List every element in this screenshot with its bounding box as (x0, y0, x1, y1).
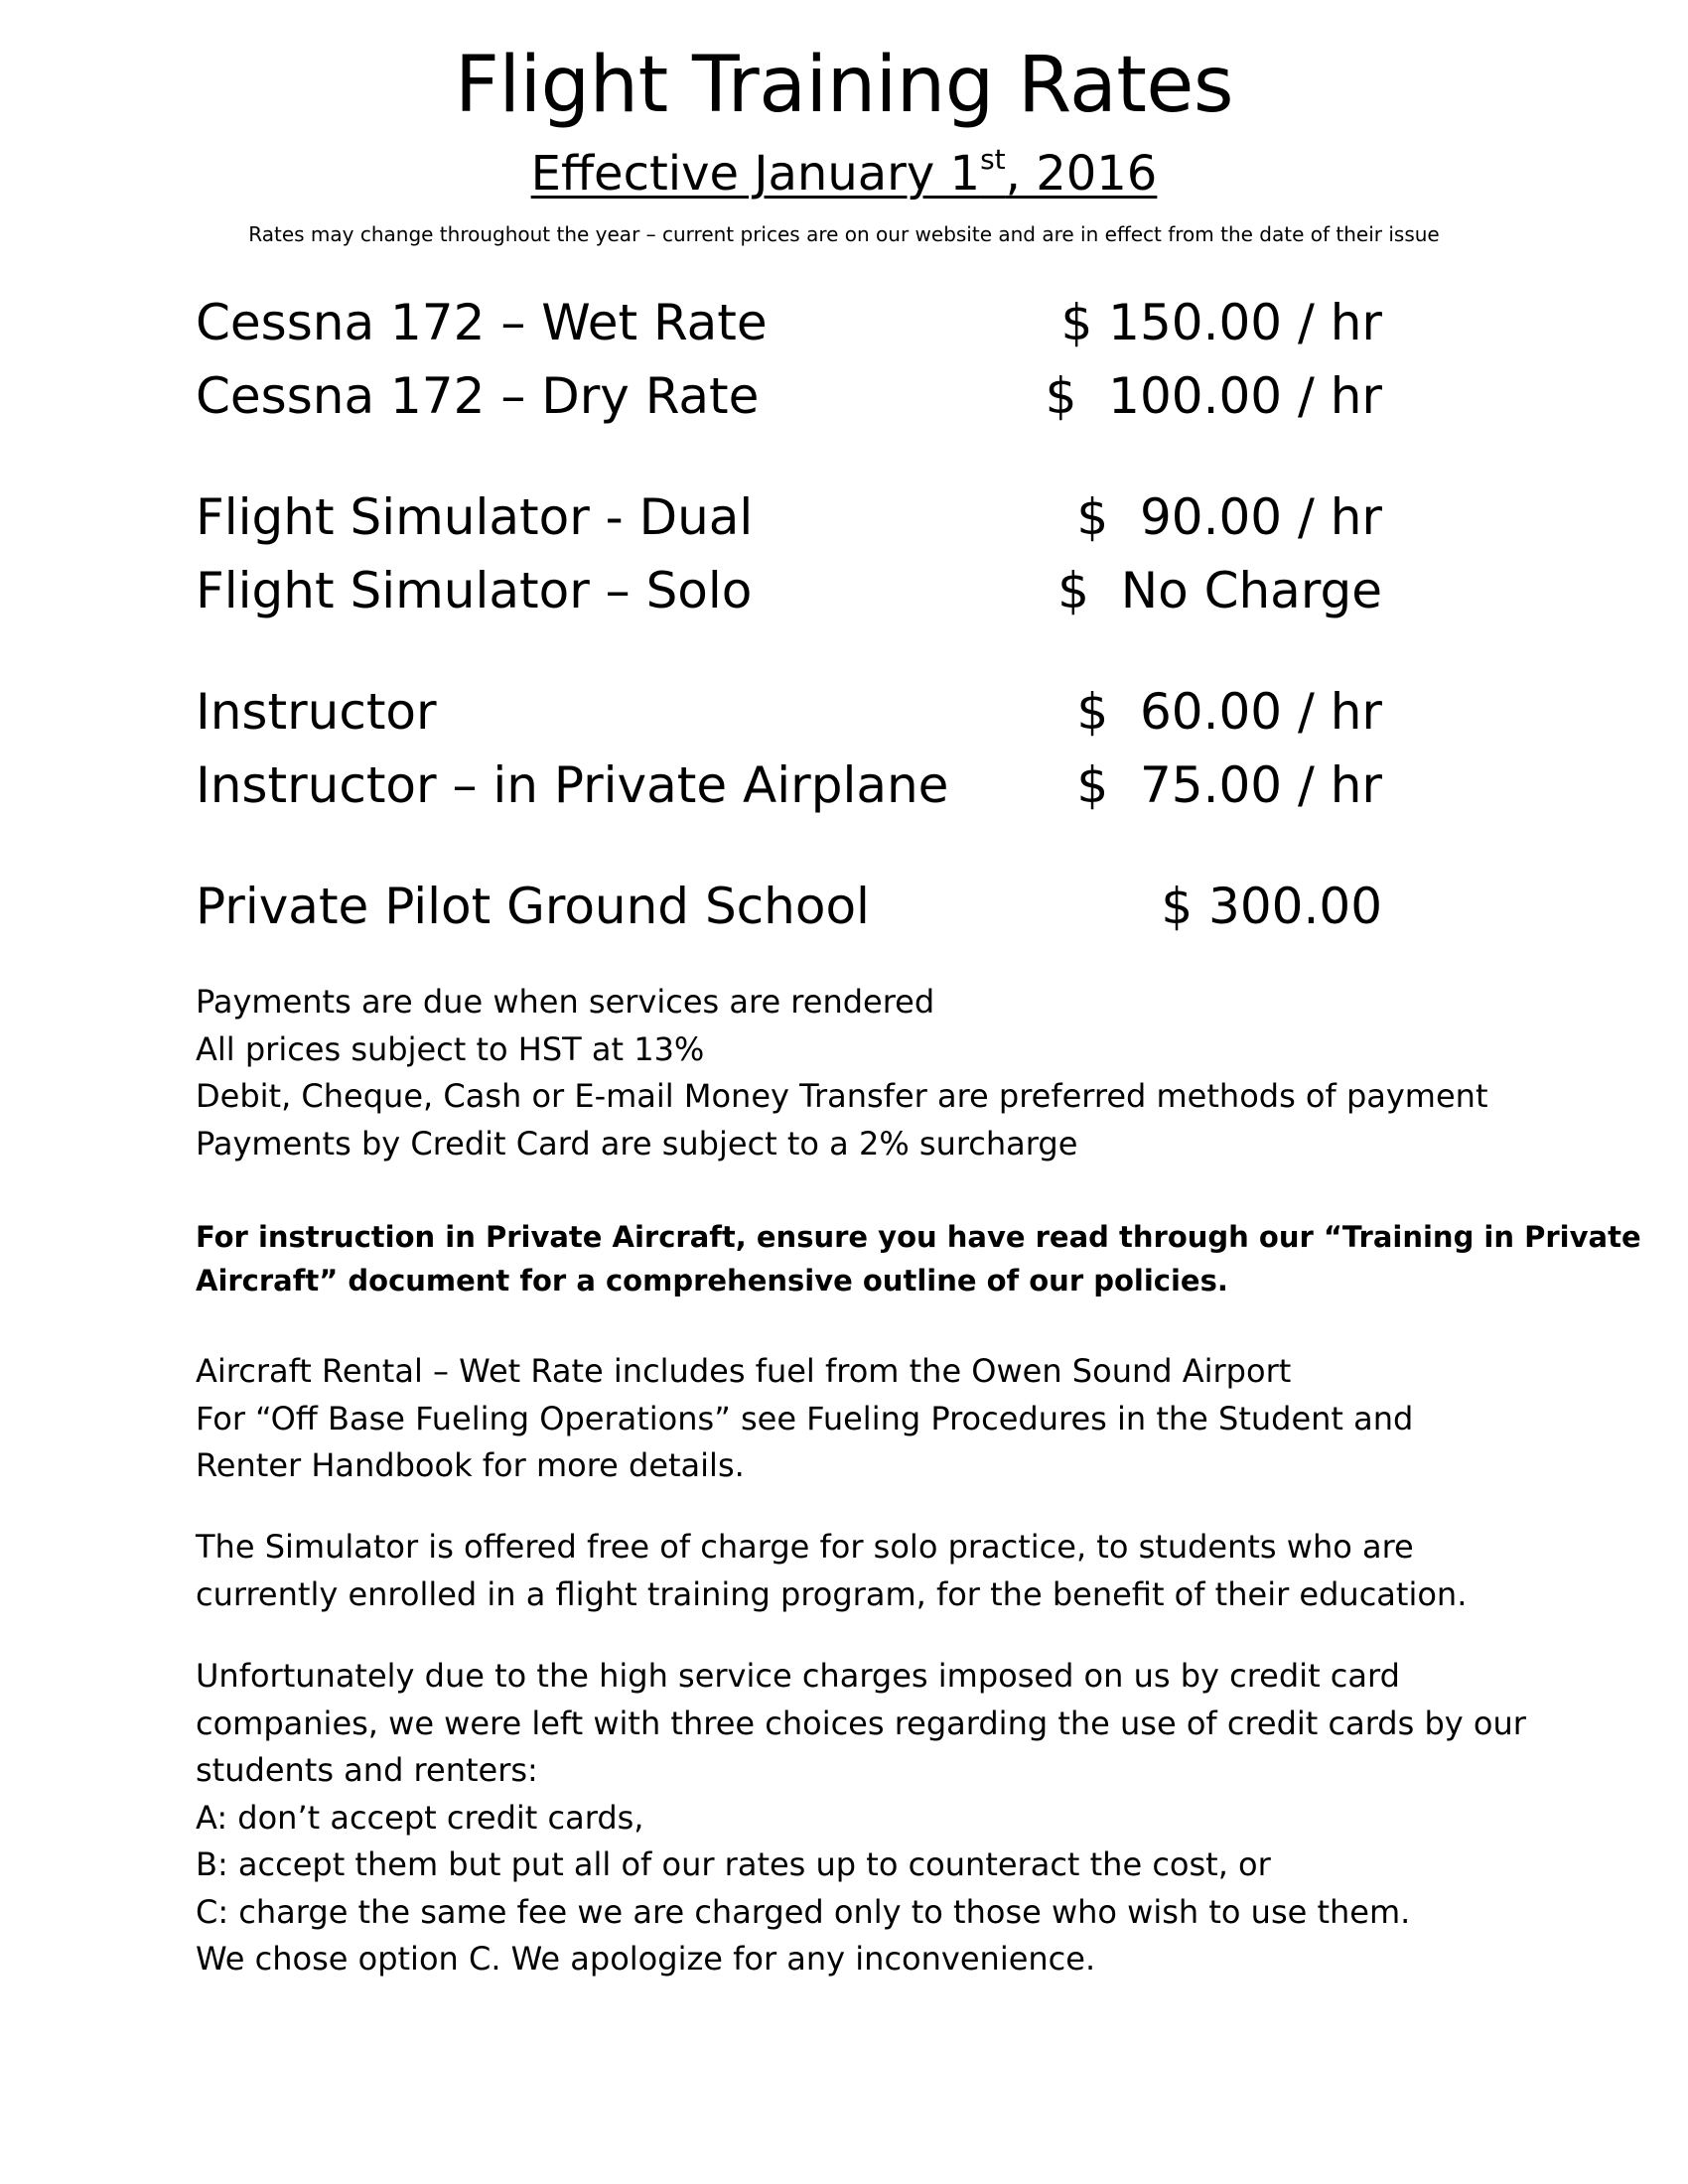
rates-disclaimer: Rates may change throughout the year – current prices are on our website and are in effect from the date of their issue (248, 222, 1440, 246)
rate-row-instructor (196, 677, 1382, 747)
rate-row-cessna-dry (196, 361, 1382, 431)
rate-label: Flight Simulator - Dual (196, 488, 754, 546)
credit-card-decision: We chose option C. We apologize for any inconvenience. (196, 1940, 1096, 1978)
credit-card-option-a: A: don’t accept credit cards, (196, 1798, 644, 1837)
rate-label: Cessna 172 – Wet Rate (196, 294, 768, 351)
credit-card-note-line: companies, we were left with three choices regarding the use of credit cards by our (196, 1704, 1526, 1742)
private-aircraft-note-line: Aircraft” document for a comprehensive outline of our policies. (196, 1264, 1228, 1297)
payment-note-line: Payments by Credit Card are subject to a 2% surcharge (196, 1124, 1078, 1162)
page-title: Flight Training Rates (454, 41, 1234, 130)
credit-card-note (196, 1653, 1526, 1983)
rate-label: Instructor (196, 683, 437, 741)
payment-note-line: Debit, Cheque, Cash or E-mail Money Transfer are preferred methods of payment (196, 1077, 1488, 1115)
rate-label: Instructor – in Private Airplane (196, 756, 949, 814)
effective-date (0, 142, 1688, 205)
rate-label: Private Pilot Ground School (196, 878, 870, 935)
rate-row-ground-school (196, 872, 1382, 941)
rental-note (196, 1348, 1526, 1490)
credit-card-option-b: B: accept them but put all of our rates up to counteract the cost, or (196, 1845, 1271, 1883)
effective-date-superscript: st (980, 143, 1006, 176)
payment-note-line: All prices subject to HST at 13% (196, 1029, 705, 1068)
rental-note-line: Renter Handbook for more details. (196, 1446, 745, 1484)
rental-note-line: For “Off Base Fueling Operations” see Fueling Procedures in the Student and (196, 1399, 1414, 1437)
credit-card-note-line: Unfortunately due to the high service charges imposed on us by credit card (196, 1657, 1400, 1695)
rate-price: $ 300.00 (1161, 878, 1382, 935)
simulator-note (196, 1524, 1526, 1618)
rate-row-cessna-wet (196, 288, 1382, 357)
rental-note-line: Aircraft Rental – Wet Rate includes fuel from the Owen Sound Airport (196, 1352, 1292, 1390)
rate-row-instructor-private (196, 751, 1382, 820)
payment-note-line: Payments are due when services are rendered (196, 983, 935, 1021)
rate-price: $ 60.00 / hr (1076, 683, 1382, 741)
rate-label: Cessna 172 – Dry Rate (196, 367, 760, 425)
rate-price: $ 75.00 / hr (1076, 756, 1382, 814)
payment-notes (196, 979, 1526, 1167)
private-aircraft-note-line: For instruction in Private Aircraft, ensure you have read through our “Training in Private (196, 1220, 1641, 1254)
effective-date-prefix: Effective January 1 (530, 146, 981, 202)
rate-label: Flight Simulator – Solo (196, 562, 753, 619)
rate-price: $ No Charge (1057, 562, 1382, 619)
simulator-note-line: currently enrolled in a flight training program, for the benefit of their education. (196, 1574, 1468, 1613)
effective-date-suffix: , 2016 (1005, 146, 1158, 202)
rate-price: $ 90.00 / hr (1076, 488, 1382, 546)
rate-row-simulator-solo (196, 556, 1382, 625)
simulator-note-line: The Simulator is offered free of charge for solo practice, to students who are (196, 1528, 1414, 1566)
credit-card-option-c: C: charge the same fee we are charged only to those who wish to use them. (196, 1892, 1411, 1931)
rate-price: $ 100.00 / hr (1045, 367, 1382, 425)
credit-card-note-line: students and renters: (196, 1751, 538, 1789)
private-aircraft-note (196, 1215, 1641, 1302)
rate-row-simulator-dual (196, 482, 1382, 552)
rate-price: $ 150.00 / hr (1060, 294, 1382, 351)
